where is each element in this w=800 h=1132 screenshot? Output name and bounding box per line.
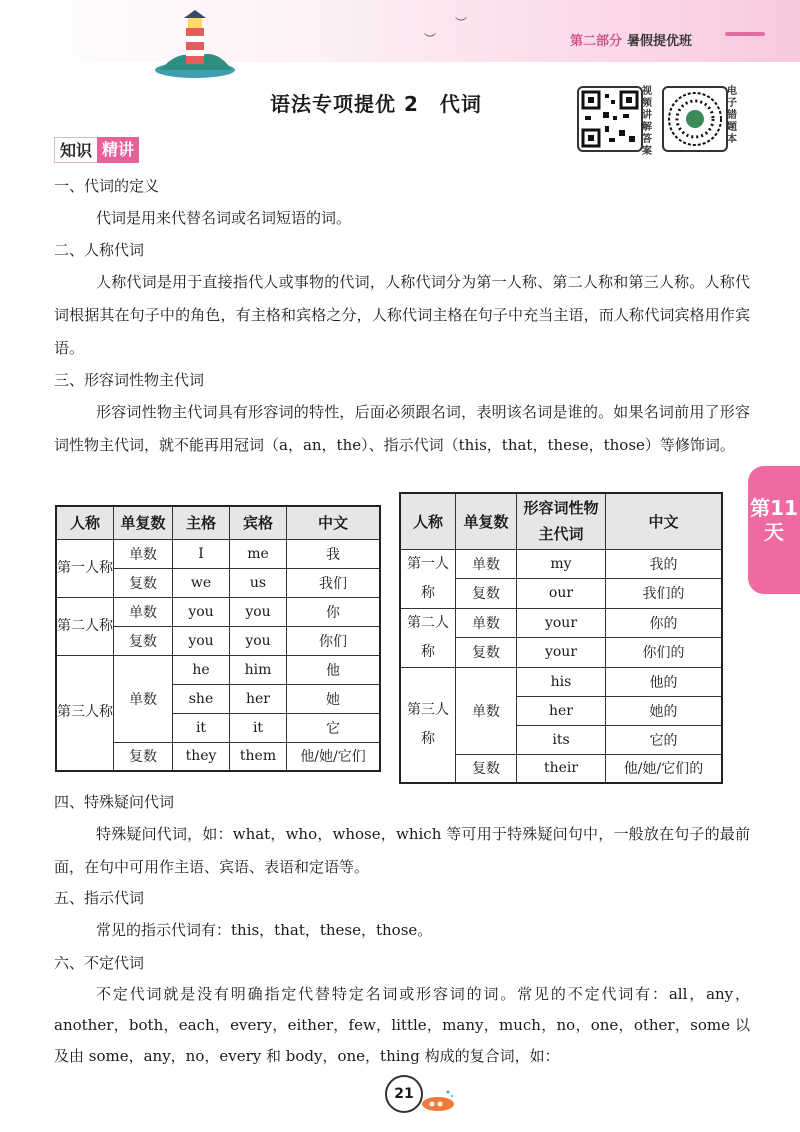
lighthouse-icon — [150, 8, 240, 78]
objective-cell: you — [230, 597, 287, 626]
section-text: 代词是用来代替名词或名词短语的词。 — [96, 209, 352, 227]
possessive-cell: her — [517, 696, 606, 725]
number-cell: 复数 — [114, 626, 173, 655]
chinese-cell: 他/她/它们 — [287, 742, 381, 771]
objective-cell: it — [230, 713, 287, 742]
video-qr-code[interactable] — [577, 86, 643, 152]
person-cell: 第一人称 — [56, 539, 114, 597]
table-header: 中文 — [606, 493, 723, 549]
chinese-cell: 它的 — [606, 725, 723, 754]
chinese-cell: 你 — [287, 597, 381, 626]
section-heading: 一、代词的定义 — [54, 177, 160, 195]
person-cell: 第二人称 — [400, 608, 456, 667]
section-text: 常见的指示代词有：this，that，these，those。 — [96, 921, 433, 939]
header-part: 第二部分 — [570, 34, 623, 49]
objective-cell: us — [230, 568, 287, 597]
nominative-cell: we — [173, 568, 230, 597]
number-cell: 复数 — [456, 579, 517, 609]
bird-icon: ︶ — [455, 16, 468, 30]
header-decoration — [725, 32, 765, 36]
knowledge-badge — [54, 137, 139, 163]
day-tab[interactable]: 第11天 — [748, 466, 800, 594]
chinese-cell: 她 — [287, 684, 381, 713]
chinese-cell: 他/她/它们的 — [606, 754, 723, 783]
person-cell: 第三人称 — [400, 667, 456, 783]
table-header: 中文 — [287, 506, 381, 539]
table-header: 形容词性物主代词 — [517, 493, 606, 549]
chinese-cell: 她的 — [606, 696, 723, 725]
number-cell: 复数 — [114, 568, 173, 597]
chinese-cell: 他 — [287, 655, 381, 684]
objective-cell: him — [230, 655, 287, 684]
section-heading: 三、形容词性物主代词 — [54, 371, 205, 389]
nominative-cell: he — [173, 655, 230, 684]
table-header: 主格 — [173, 506, 230, 539]
badge-part2: 精讲 — [97, 137, 139, 163]
section-heading: 二、人称代词 — [54, 241, 145, 259]
badge-part1: 知识 — [54, 137, 97, 163]
personal-pronoun-table — [55, 505, 381, 772]
section-text: 不定代词就是没有明确指定代替特定名词或形容词的词。常见的不定代词有：all，any，another，both，each，every，either，few，little，many，much，no，one，other，some 以及由 some，any，no，every 和 body，one，thing 构成的复合词，如： — [54, 985, 750, 1065]
possessive-cell: your — [517, 608, 606, 638]
section-heading: 四、特殊疑问代词 — [54, 793, 175, 811]
header-book: 暑假提优班 — [627, 34, 693, 49]
possessive-cell: his — [517, 667, 606, 696]
number-cell: 单数 — [456, 549, 517, 579]
nominative-cell: they — [173, 742, 230, 771]
chinese-cell: 他的 — [606, 667, 723, 696]
table-header: 人称 — [56, 506, 114, 539]
qr-code-icon — [666, 90, 724, 148]
objective-cell: her — [230, 684, 287, 713]
chinese-cell: 我们 — [287, 568, 381, 597]
qr-code-icon — [581, 90, 639, 148]
possessive-cell: your — [517, 638, 606, 668]
bird-icon: ︶ — [424, 32, 437, 46]
table-header: 单复数 — [114, 506, 173, 539]
nominative-cell: it — [173, 713, 230, 742]
table-header: 单复数 — [456, 493, 517, 549]
nominative-cell: you — [173, 626, 230, 655]
number-cell: 单数 — [114, 539, 173, 568]
chinese-cell: 我 — [287, 539, 381, 568]
person-cell: 第二人称 — [56, 597, 114, 655]
chinese-cell: 你们的 — [606, 638, 723, 668]
possessive-cell: my — [517, 549, 606, 579]
objective-cell: you — [230, 626, 287, 655]
page-title: 语法专项提优 2 代词 — [270, 92, 482, 116]
number-cell: 复数 — [114, 742, 173, 771]
chinese-cell: 你的 — [606, 608, 723, 638]
ebook-qr-label: 电子错题本 — [727, 86, 737, 145]
submarine-icon — [418, 1088, 458, 1114]
possessive-cell: their — [517, 754, 606, 783]
number-cell: 单数 — [456, 608, 517, 638]
person-cell: 第三人称 — [56, 655, 114, 771]
chinese-cell: 我们的 — [606, 579, 723, 609]
nominative-cell: I — [173, 539, 230, 568]
number-cell: 单数 — [114, 597, 173, 626]
table-header: 宾格 — [230, 506, 287, 539]
possessive-cell: our — [517, 579, 606, 609]
video-qr-label: 视频讲解答案 — [642, 86, 652, 157]
section-heading: 五、指示代词 — [54, 889, 145, 907]
chinese-cell: 它 — [287, 713, 381, 742]
section-text: 形容词性物主代词具有形容词的特性，后面必须跟名词，表明该名词是谁的。如果名词前用了形容词性物主代词，就不能再用冠词（a，an，the）、指示代词（this，that，these，those）等修饰词。 — [54, 403, 750, 454]
number-cell: 单数 — [114, 655, 173, 742]
table-header: 人称 — [400, 493, 456, 549]
number-cell: 单数 — [456, 667, 517, 754]
possessive-pronoun-table — [399, 492, 723, 784]
page-number: 21 — [385, 1075, 423, 1113]
possessive-cell: its — [517, 725, 606, 754]
ebook-qr-code[interactable] — [662, 86, 728, 152]
number-cell: 复数 — [456, 754, 517, 783]
chinese-cell: 你们 — [287, 626, 381, 655]
section-text: 特殊疑问代词，如：what，who，whose，which 等可用于特殊疑问句中，一般放在句子的最前面，在句中可用作主语、宾语、表语和定语等。 — [54, 825, 750, 876]
nominative-cell: she — [173, 684, 230, 713]
number-cell: 复数 — [456, 638, 517, 668]
nominative-cell: you — [173, 597, 230, 626]
objective-cell: me — [230, 539, 287, 568]
person-cell: 第一人称 — [400, 549, 456, 608]
section-heading: 六、不定代词 — [54, 954, 145, 972]
section-text: 人称代词是用于直接指代人或事物的代词，人称代词分为第一人称、第二人称和第三人称。人称代词根据其在句子中的角色，有主格和宾格之分，人称代词主格在句子中充当主语，而人称代词宾格用作宾语。 — [54, 273, 750, 357]
objective-cell: them — [230, 742, 287, 771]
chinese-cell: 我的 — [606, 549, 723, 579]
